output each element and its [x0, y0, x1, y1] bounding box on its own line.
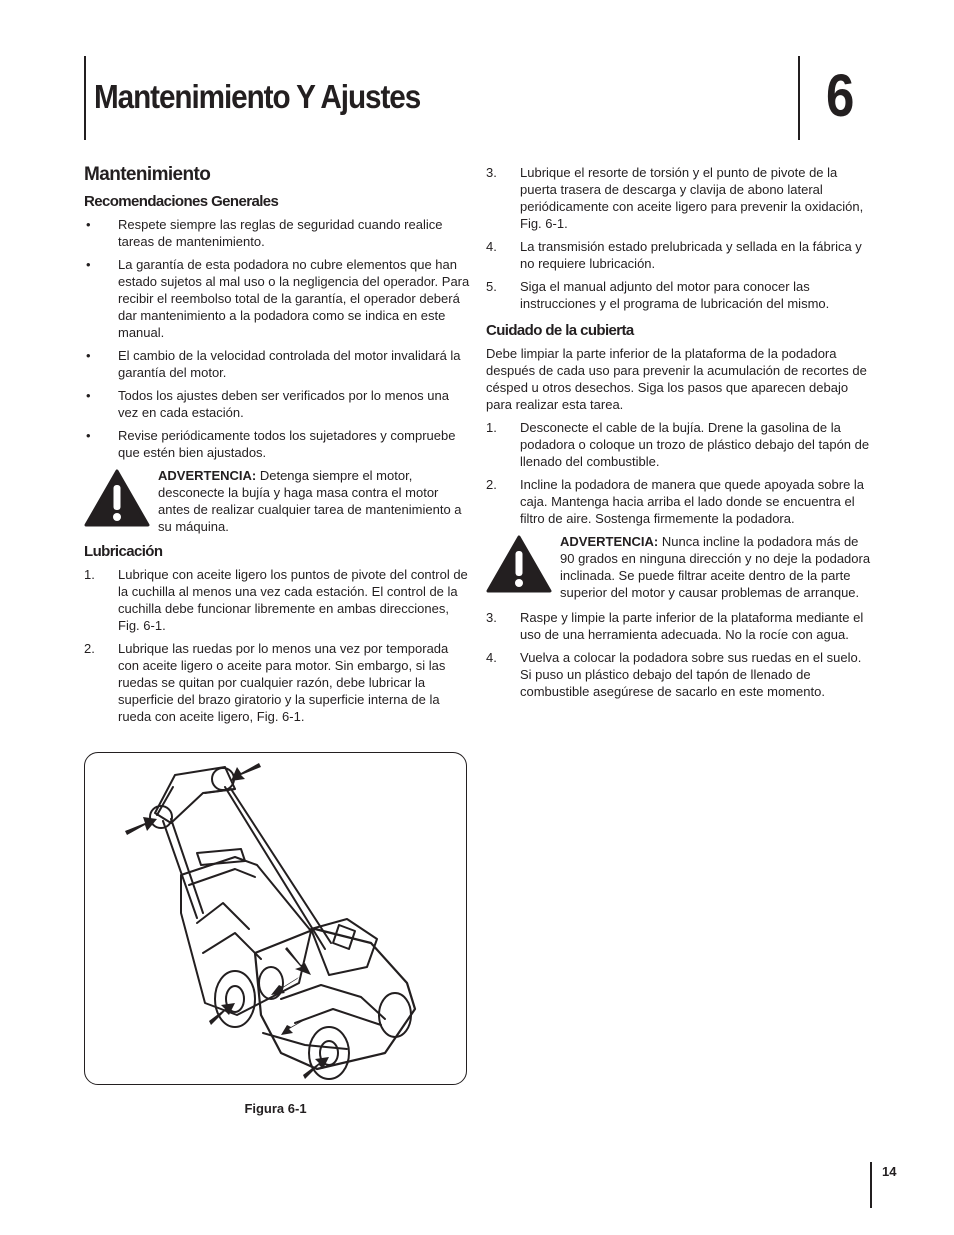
bullet-marker: • — [86, 257, 91, 272]
bullet-marker: • — [86, 388, 91, 403]
subheading-deck-care: Cuidado de la cubierta — [486, 322, 634, 339]
item-text: Desconecte el cable de la bujía. Drene la gasolina de la podadora o coloque un trozo de plástico debajo del tapón de llenado del combustible. — [520, 420, 870, 469]
list-item — [486, 419, 872, 470]
list-item — [84, 640, 470, 725]
warning-icon — [84, 469, 150, 527]
warning-icon — [486, 535, 552, 593]
bullet-marker: • — [86, 348, 91, 363]
list-item — [84, 427, 470, 461]
item-text: Lubrique el resorte de torsión y el punto de pivote de la puerta trasera de descarga y clavija de abono lateral periódicamente con aceite ligero para prevenir la oxidación, Fig. 6-1. — [520, 165, 864, 231]
list-item — [486, 164, 872, 232]
item-number: 5. — [486, 279, 497, 294]
item-number: 2. — [486, 477, 497, 492]
item-number: 1. — [84, 567, 95, 582]
page-title: Mantenimiento Y Ajustes — [94, 78, 421, 115]
lubrication-list-continued — [486, 164, 872, 312]
item-number: 4. — [486, 650, 497, 665]
bullet-text: El cambio de la velocidad controlada del motor invalidará la garantía del motor. — [118, 348, 461, 380]
warning-block — [486, 533, 872, 601]
bullet-text: La garantía de esta podadora no cubre elementos que han estado sujetos al mal uso o la negligencia del operador. Para recibir el reembolso total de la garantía, el operador deberá dar mantenimiento a la podadora como se indica en este manual. — [118, 257, 470, 340]
bullet-marker: • — [86, 428, 91, 443]
item-number: 4. — [486, 239, 497, 254]
item-text: Lubrique con aceite ligero los puntos de pivote del control de la cuchilla al menos una vez cada estación. El control de la cuchilla debe funcionar libremente en ambas direcciones, Fig. 6-1. — [118, 567, 468, 633]
list-item — [486, 649, 872, 700]
list-item — [486, 278, 872, 312]
item-text: Incline la podadora de manera que quede apoyada sobre la caja. Mantenga hacia arriba el lado donde se encuentra el filtro de aire. Sostenga firmemente la podadora. — [520, 477, 865, 526]
page-number: 14 — [882, 1164, 897, 1179]
item-text: Raspe y limpie la parte inferior de la plataforma mediante el uso de una herramienta adecuada. No la rocíe con agua. — [520, 610, 864, 642]
title-rule-right — [798, 56, 800, 140]
list-item — [486, 238, 872, 272]
warning-text: Nunca incline la podadora más de 90 grados en ninguna dirección y no deje la podadora inclinada. Se puede filtrar aceite dentro de la parte superior del motor y causar problemas de arranque. — [560, 534, 871, 600]
item-text: Siga el manual adjunto del motor para conocer las instrucciones y el programa de lubricación del mismo. — [520, 279, 830, 311]
subheading-lubrication: Lubricación — [84, 543, 163, 560]
subheading-general: Recomendaciones Generales — [84, 193, 279, 210]
general-bullet-list — [84, 216, 470, 461]
warning-block — [84, 467, 470, 535]
footer-rule — [870, 1162, 872, 1208]
title-rule-left — [84, 56, 86, 140]
deck-care-intro: Debe limpiar la parte inferior de la plataforma de la podadora después de cada uso para prevenir la acumulación de recortes de césped u otros desechos. Siga los pasos que aparecen debajo para realizar esta tarea. — [486, 346, 867, 412]
bullet-marker: • — [86, 217, 91, 232]
list-item — [84, 566, 470, 634]
warning-text: Detenga siempre el motor, desconecte la bujía y haga masa contra el motor antes de realizar cualquier tarea de mantenimiento a su máquina. — [158, 468, 462, 534]
warning-label: ADVERTENCIA: — [560, 534, 659, 549]
section-title: Mantenimiento — [84, 164, 211, 185]
figure-caption: Figura 6-1 — [244, 1101, 307, 1116]
lawn-mower-illustration — [85, 753, 467, 1085]
warning-label: ADVERTENCIA: — [158, 468, 257, 483]
list-item — [84, 347, 470, 381]
bullet-text: Respete siempre las reglas de seguridad cuando realice tareas de mantenimiento. — [118, 217, 443, 249]
deck-care-steps-continued — [486, 609, 872, 700]
list-item — [486, 609, 872, 643]
item-text: Lubrique las ruedas por lo menos una vez por temporada con aceite ligero o aceite para motor. Sin embargo, si las ruedas se quitan por cualquier razón, debe lubricar la superficie del brazo giratorio y la superficie interna de la rueda con aceite ligero, Fig. 6-1. — [118, 641, 449, 724]
figure-frame — [84, 752, 467, 1085]
left-column — [84, 164, 470, 731]
list-item — [84, 387, 470, 421]
bullet-text: Revise periódicamente todos los sujetadores y compruebe que estén bien ajustados. — [118, 428, 456, 460]
deck-care-steps — [486, 419, 872, 527]
item-number: 3. — [486, 610, 497, 625]
item-text: La transmisión estado prelubricada y sellada en la fábrica y no requiere lubricación. — [520, 239, 862, 271]
list-item — [84, 256, 470, 341]
bullet-text: Todos los ajustes deben ser verificados por lo menos una vez en cada estación. — [118, 388, 449, 420]
item-text: Vuelva a colocar la podadora sobre sus ruedas en el suelo. Si puso un plástico debajo del tapón de llenado de combustible asegúrese de sacarlo en este momento. — [520, 650, 862, 699]
right-column — [486, 164, 872, 706]
lubrication-list — [84, 566, 470, 725]
list-item — [486, 476, 872, 527]
item-number: 1. — [486, 420, 497, 435]
list-item — [84, 216, 470, 250]
chapter-number: 6 — [826, 62, 855, 129]
item-number: 3. — [486, 165, 497, 180]
item-number: 2. — [84, 641, 95, 656]
